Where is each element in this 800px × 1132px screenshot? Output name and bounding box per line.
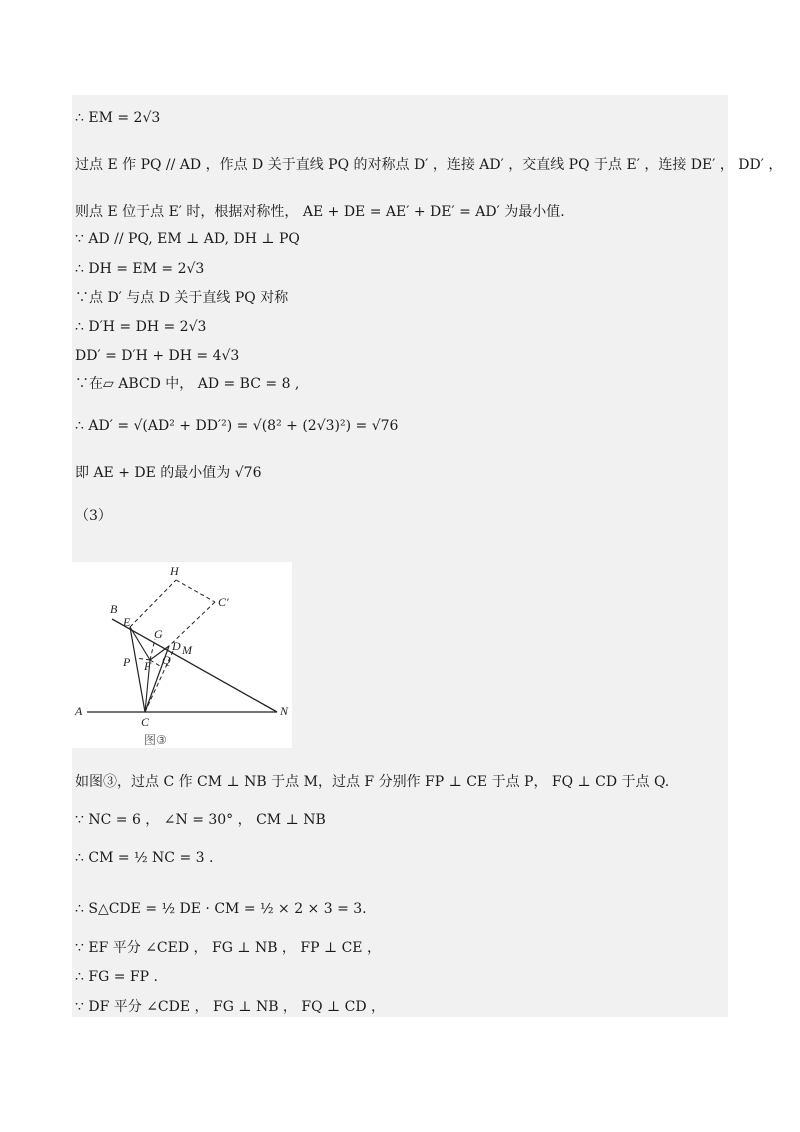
line-18: ∴ FG = FP .: [75, 969, 158, 985]
line-15: ∴ CM = ½ NC = 3 .: [75, 850, 214, 866]
label-B: B: [110, 602, 118, 616]
label-M: M: [182, 643, 192, 657]
label-A: A: [75, 704, 83, 718]
line-1: ∴ EM = 2√3: [75, 110, 161, 126]
label-C: C: [141, 715, 150, 729]
geometry-figure-3: [72, 562, 292, 748]
line-19: ∵ DF 平分 ∠CDE ， FG ⊥ NB ， FQ ⊥ CD ，: [75, 999, 386, 1015]
line-2: 过点 E 作 PQ // AD ，作点 D 关于直线 PQ 的对称点 D′ ，连接 AD′ ，交直线 PQ 于点 E′ ，连接 DE′ ， DD′ ，: [75, 157, 783, 173]
label-P: P: [123, 655, 131, 669]
line-5: ∴ DH = EM = 2√3: [75, 261, 205, 277]
label-H: H: [170, 564, 179, 578]
figure-caption: 图③: [144, 733, 167, 747]
line-17: ∵ EF 平分 ∠CED ， FG ⊥ NB ， FP ⊥ CE ，: [75, 940, 381, 956]
label-F: F: [144, 659, 152, 673]
line-14: ∵ NC = 6 ， ∠N = 30° ， CM ⊥ NB: [75, 812, 326, 828]
line-3: 则点 E 位于点 E′ 时，根据对称性， AE + DE = AE′ + DE′ = AD′ 为最小值.: [75, 204, 565, 220]
line-12: （3）: [75, 508, 112, 524]
line-8: DD′ = D′H + DH = 4√3: [75, 348, 240, 364]
figure-svg: [72, 562, 292, 748]
label-E: E: [123, 615, 131, 629]
line-6: ∵点 D′ 与点 D 关于直线 PQ 对称: [75, 290, 289, 306]
label-G: G: [154, 627, 163, 641]
line-13: 如图③，过点 C 作 CM ⊥ NB 于点 M，过点 F 分别作 FP ⊥ CE 于点 P， FQ ⊥ CD 于点 Q.: [75, 774, 670, 790]
dash-EH: [130, 580, 176, 627]
dash-FQ: [150, 660, 160, 666]
label-D: D: [172, 639, 181, 653]
dash-HC-prime: [176, 580, 215, 602]
line-9: ∵在▱ ABCD 中， AD = BC = 8 ,: [75, 376, 300, 392]
line-4: ∵ AD // PQ, EM ⊥ AD, DH ⊥ PQ: [75, 231, 300, 247]
line-10: ∴ AD′ = √(AD² + DD′²) = √(8² + (2√3)²) = √76: [75, 418, 399, 434]
label-C-prime: C′: [218, 595, 229, 609]
line-11: 即 AE + DE 的最小值为 √76: [75, 465, 262, 481]
label-N: N: [280, 704, 289, 718]
line-7: ∴ D′H = DH = 2√3: [75, 319, 207, 335]
label-Q: Q: [162, 653, 171, 667]
line-16: ∴ S△CDE = ½ DE · CM = ½ × 2 × 3 = 3.: [75, 901, 367, 917]
